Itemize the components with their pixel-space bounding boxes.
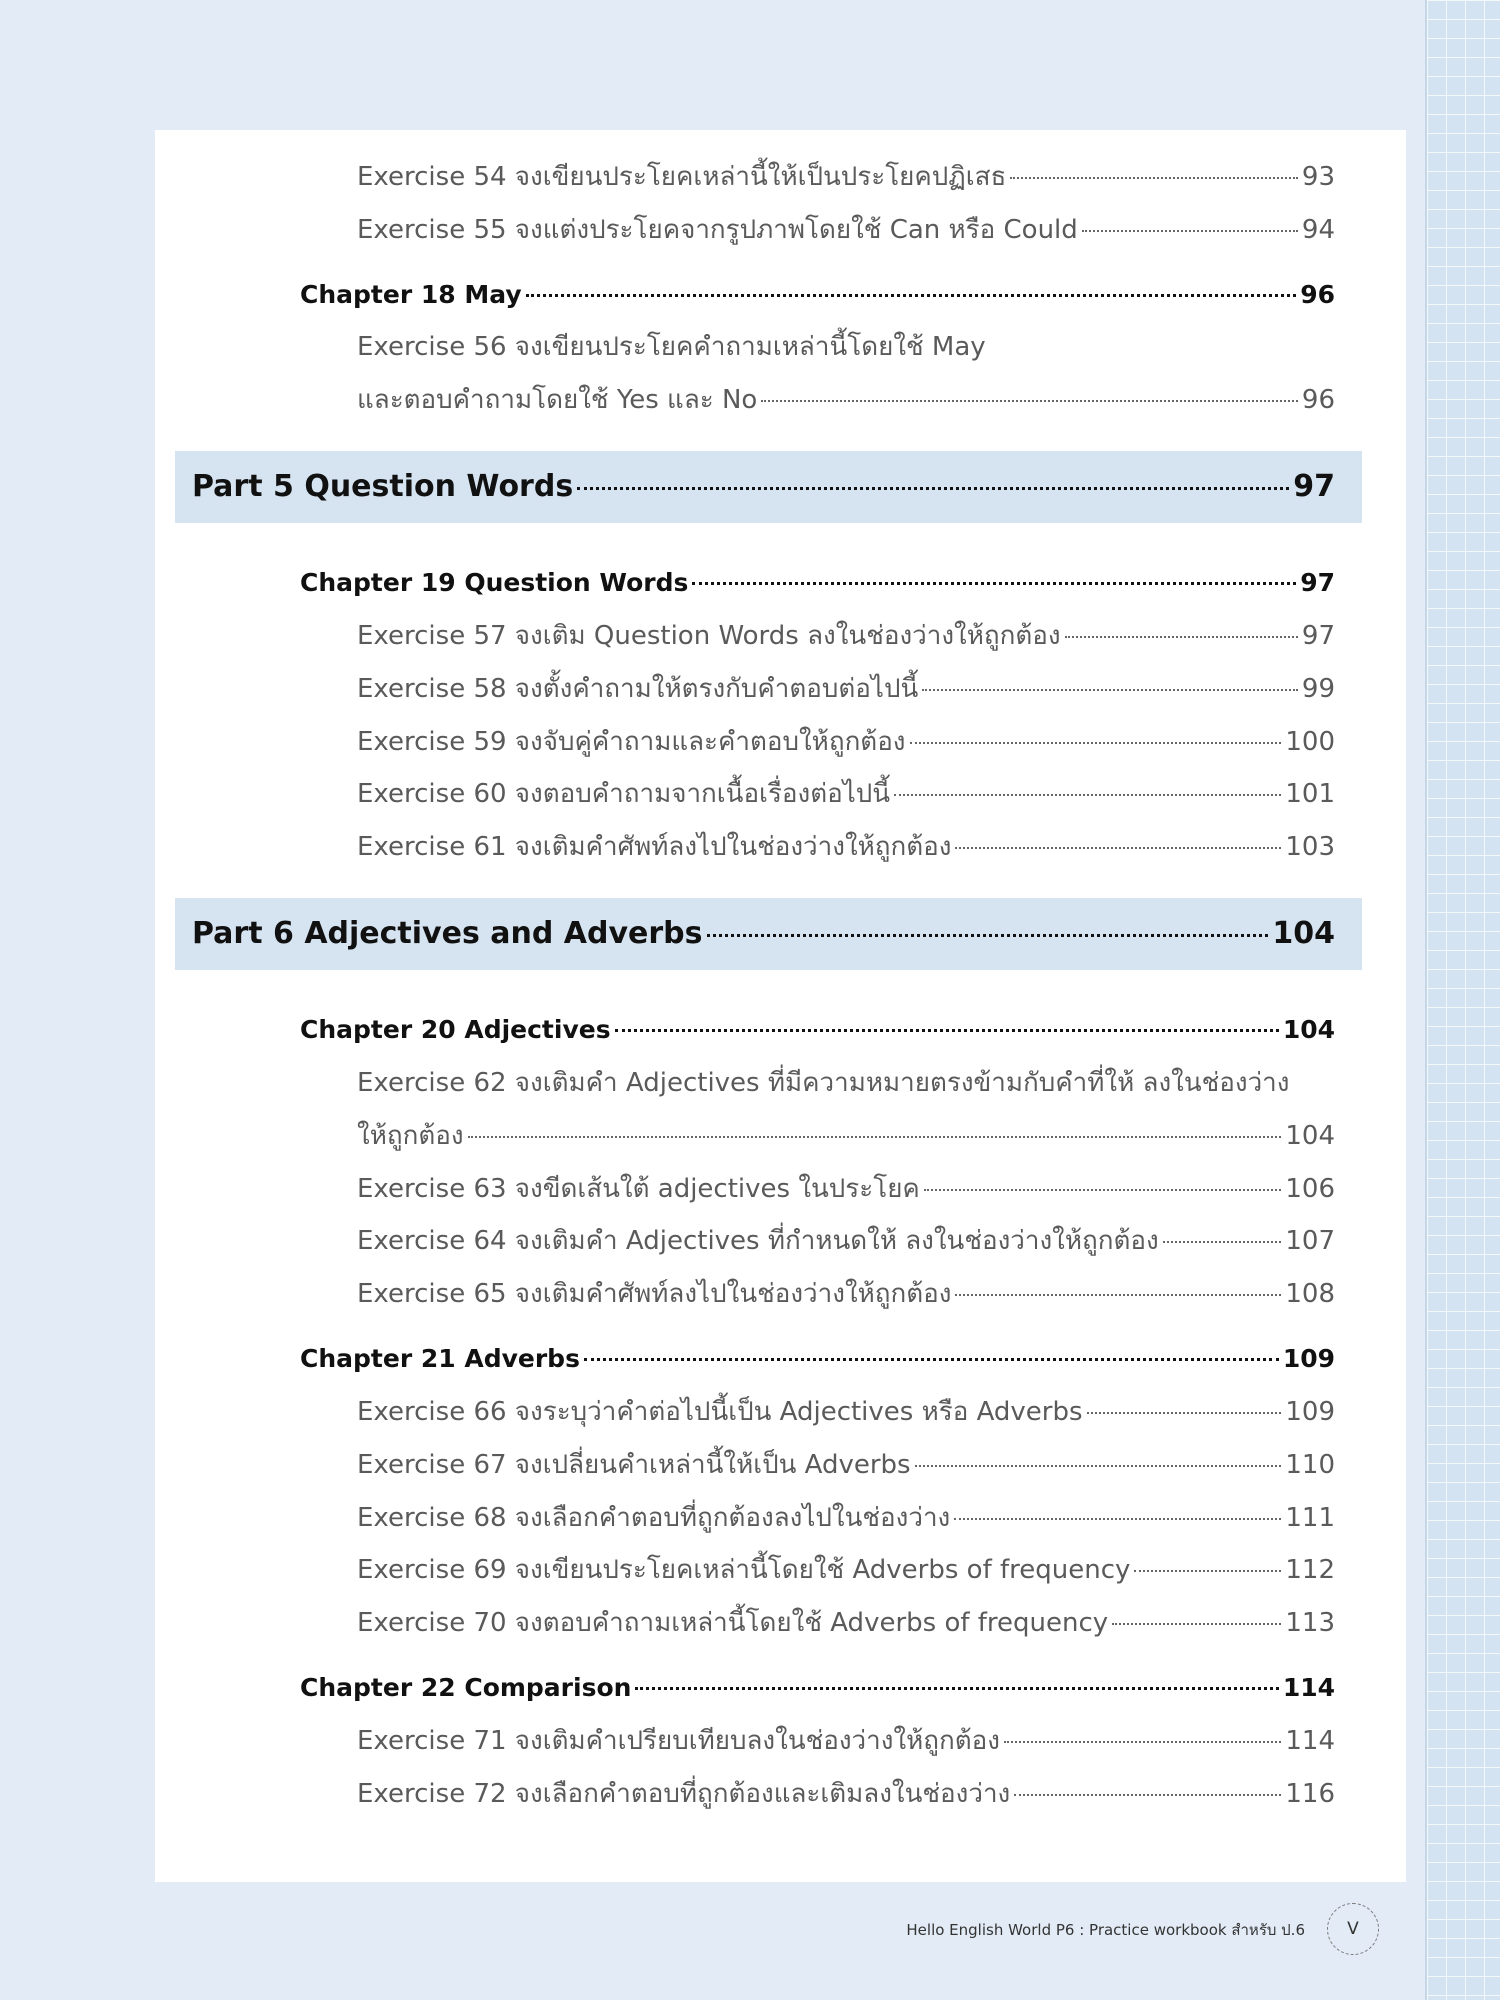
toc-entry-part-5[interactable]	[192, 451, 1335, 523]
dot-leader	[1087, 1412, 1282, 1414]
entry-label: Exercise 68 จงเลือกคำตอบที่ถูกต้องลงไปในช่องว่าง	[357, 1503, 951, 1533]
entry-label: Exercise 71 จงเติมคำเปรียบเทียบลงในช่องว่างให้ถูกต้อง	[357, 1726, 1000, 1756]
entry-label: และตอบคำถามโดยใช้ Yes และ No	[357, 385, 758, 415]
toc-entry-exercise-70[interactable]	[357, 1598, 1335, 1648]
entry-label: ให้ถูกต้อง	[357, 1121, 464, 1151]
entry-label: Exercise 61 จงเติมคำศัพท์ลงไปในช่องว่างให้ถูกต้อง	[357, 832, 952, 862]
page-number: 99	[1301, 674, 1335, 704]
toc-entry-exercise-68[interactable]	[357, 1493, 1335, 1543]
toc-entry-exercise-67[interactable]	[357, 1440, 1335, 1490]
toc-entry-exercise-60[interactable]	[357, 769, 1335, 819]
entry-label: Exercise 54 จงเขียนประโยคเหล่านี้ให้เป็นประโยคปฏิเสธ	[357, 162, 1007, 192]
dot-leader	[526, 294, 1297, 297]
footer-book-title: Hello English World P6 : Practice workbook สำหรับ ป.6	[906, 1921, 1305, 1939]
page-number: 96	[1300, 280, 1335, 309]
dot-leader	[924, 1189, 1282, 1191]
page-number: 111	[1285, 1503, 1335, 1533]
toc-entry-exercise-65[interactable]	[357, 1269, 1335, 1319]
entry-label: Exercise 59 จงจับคู่คำถามและคำตอบให้ถูกต้อง	[357, 727, 906, 757]
toc-entry-exercise-69[interactable]	[357, 1545, 1335, 1595]
toc-entry-exercise-71[interactable]	[357, 1716, 1335, 1766]
page-number: 104	[1285, 1121, 1335, 1151]
toc-entry-exercise-63[interactable]	[357, 1164, 1335, 1214]
page-number: 96	[1301, 385, 1335, 415]
toc-entry-exercise-56-line2[interactable]	[357, 375, 1335, 425]
entry-label: Exercise 72 จงเลือกคำตอบที่ถูกต้องและเติมลงในช่องว่าง	[357, 1779, 1011, 1809]
entry-label: Chapter 19 Question Words	[300, 568, 689, 597]
toc-entry-part-6[interactable]	[192, 898, 1335, 970]
toc-entry-exercise-66[interactable]	[357, 1387, 1335, 1437]
page-number: 114	[1285, 1726, 1335, 1756]
dot-leader	[692, 582, 1296, 585]
page-number: 109	[1282, 1344, 1335, 1373]
page-number: 109	[1285, 1397, 1335, 1427]
entry-label: Chapter 21 Adverbs	[300, 1344, 580, 1373]
entry-label: Exercise 58 จงตั้งคำถามให้ตรงกับคำตอบต่อไปนี้	[357, 674, 919, 704]
toc-entry-exercise-62-line1[interactable]	[357, 1058, 1335, 1108]
entry-label: Exercise 65 จงเติมคำศัพท์ลงไปในช่องว่างให้ถูกต้อง	[357, 1279, 952, 1309]
entry-label: Exercise 66 จงระบุว่าคำต่อไปนี้เป็น Adjectives หรือ Adverbs	[357, 1397, 1083, 1427]
dot-leader	[707, 934, 1269, 937]
dot-leader	[955, 847, 1281, 849]
entry-label: Exercise 70 จงตอบคำถามเหล่านี้โดยใช้ Adverbs of frequency	[357, 1608, 1109, 1638]
entry-label: Part 6 Adjectives and Adverbs	[192, 916, 703, 951]
dot-leader	[915, 1465, 1282, 1467]
page-number: 108	[1285, 1279, 1335, 1309]
toc-entry-exercise-64[interactable]	[357, 1216, 1335, 1266]
toc-entry-exercise-61[interactable]	[357, 822, 1335, 872]
dot-leader	[1014, 1794, 1281, 1796]
page-number: 100	[1285, 727, 1335, 757]
entry-label: Exercise 63 จงขีดเส้นใต้ adjectives ในประโยค	[357, 1174, 920, 1204]
page-number: 97	[1300, 568, 1335, 597]
page-number: 112	[1285, 1555, 1335, 1585]
entry-label: Chapter 20 Adjectives	[300, 1015, 611, 1044]
page-number: 97	[1293, 469, 1335, 504]
dot-leader	[1134, 1570, 1281, 1572]
dot-leader	[577, 487, 1289, 490]
entry-label: Chapter 18 May	[300, 280, 522, 309]
dot-leader	[1112, 1623, 1281, 1625]
dot-leader	[1004, 1741, 1281, 1743]
dot-leader	[922, 689, 1298, 691]
toc-entry-chapter-20[interactable]	[300, 1005, 1335, 1055]
dot-leader	[761, 400, 1298, 402]
page-number: 106	[1285, 1174, 1335, 1204]
entry-label: Exercise 55 จงแต่งประโยคจากรูปภาพโดยใช้ Can หรือ Could	[357, 215, 1078, 245]
toc-entry-chapter-19[interactable]	[300, 558, 1335, 608]
toc-entry-exercise-57[interactable]	[357, 611, 1335, 661]
dot-leader	[1163, 1241, 1282, 1243]
page-number: 107	[1285, 1226, 1335, 1256]
toc-entry-exercise-54[interactable]	[357, 152, 1335, 202]
dot-leader	[910, 742, 1282, 744]
page-number: 101	[1285, 779, 1335, 809]
toc-entry-exercise-62-line2[interactable]	[357, 1111, 1335, 1161]
page-number: 114	[1282, 1673, 1335, 1702]
grid-paper-margin	[1425, 0, 1500, 2000]
entry-label: Chapter 22 Comparison	[300, 1673, 632, 1702]
entry-label: Exercise 62 จงเติมคำ Adjectives ที่มีความหมายตรงข้ามกับคำที่ให้ ลงในช่องว่าง	[357, 1068, 1290, 1098]
dot-leader	[615, 1029, 1279, 1032]
dot-leader	[1082, 230, 1298, 232]
page-number: 113	[1285, 1608, 1335, 1638]
folio-page-number: V	[1327, 1903, 1379, 1955]
entry-label: Exercise 69 จงเขียนประโยคเหล่านี้โดยใช้ Adverbs of frequency	[357, 1555, 1131, 1585]
toc-entry-exercise-59[interactable]	[357, 717, 1335, 767]
page-number: 93	[1301, 162, 1335, 192]
entry-label: Exercise 56 จงเขียนประโยคคำถามเหล่านี้โดยใช้ May	[357, 332, 986, 362]
entry-label: Exercise 67 จงเปลี่ยนคำเหล่านี้ให้เป็น Adverbs	[357, 1450, 911, 1480]
page-number: 103	[1285, 832, 1335, 862]
page-number: 94	[1301, 215, 1335, 245]
page-number: 104	[1282, 1015, 1335, 1044]
entry-label: Part 5 Question Words	[192, 469, 574, 504]
toc-entry-exercise-56-line1[interactable]	[357, 322, 1335, 372]
toc-entry-exercise-72[interactable]	[357, 1769, 1335, 1819]
dot-leader	[635, 1687, 1278, 1690]
entry-label: Exercise 57 จงเติม Question Words ลงในช่องว่างให้ถูกต้อง	[357, 621, 1061, 651]
toc-entry-chapter-21[interactable]	[300, 1334, 1335, 1384]
entry-label: Exercise 64 จงเติมคำ Adjectives ที่กำหนดให้ ลงในช่องว่างให้ถูกต้อง	[357, 1226, 1159, 1256]
toc-entry-chapter-22[interactable]	[300, 1663, 1335, 1713]
dot-leader	[1010, 177, 1298, 179]
dot-leader	[894, 794, 1281, 796]
dot-leader	[955, 1294, 1281, 1296]
dot-leader	[584, 1358, 1279, 1361]
page-number: 116	[1285, 1779, 1335, 1809]
page-number: 97	[1301, 621, 1335, 651]
toc-entry-chapter-18[interactable]	[300, 270, 1335, 320]
page-number: 110	[1285, 1450, 1335, 1480]
toc-entry-exercise-55[interactable]	[357, 205, 1335, 255]
dot-leader	[468, 1136, 1282, 1138]
toc-entry-exercise-58[interactable]	[357, 664, 1335, 714]
dot-leader	[954, 1518, 1281, 1520]
page-number: 104	[1272, 916, 1335, 951]
entry-label: Exercise 60 จงตอบคำถามจากเนื้อเรื่องต่อไปนี้	[357, 779, 891, 809]
dot-leader	[1065, 636, 1298, 638]
